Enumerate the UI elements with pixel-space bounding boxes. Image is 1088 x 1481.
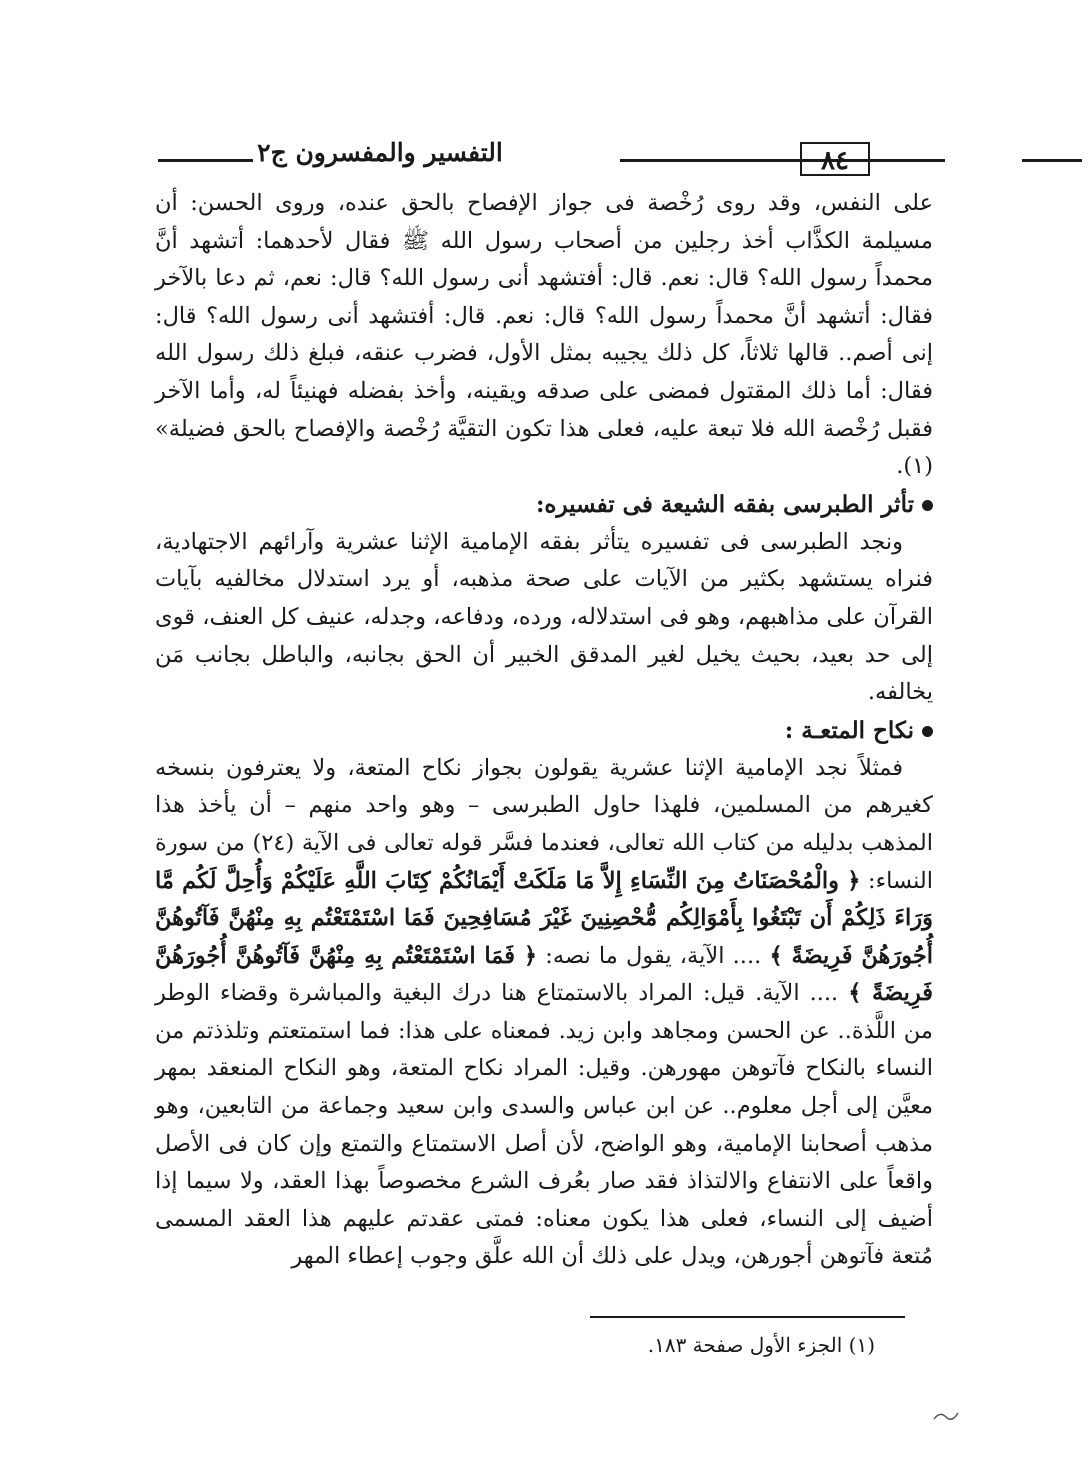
bullet-icon (922, 500, 933, 511)
footnote: (١) الجزء الأول صفحة ١٨٣. (647, 1333, 875, 1357)
paragraph-text: .... الآية. قيل: المراد بالاستمتاع هنا درك البغية والمباشرة وقضاء الوطر من اللَّذة.. عن الحسن ومجاهد وابن زيد. فمعناه على هذا: فما استمتعتم وتلذذتم من النساء بالنكاح فآتوهن مهورهن. وقيل: المراد نكاح المتعة، وهو النكاح المنعقد بمهر معيَّن إلى أجل معلوم.. عن ابن عباس والسدى وابن سعيد وجماعة من التابعين، وهو مذهب أصحابنا الإمامية، وهو الواضح، لأن أصل الاستمتاع والتمتع وإن كان فى الأصل واقعاً على الانتفاع والالتذاذ فقد صار بعُرف الشرع مخصوصاً بهذا العقد، ولا سيما إذا أضيف إلى النساء، فعلى هذا يكون معناه: فمتى عقدتم عليهم هذا العقد المسمى مُتعة فآتوهن أجورهن، ويدل على ذلك أن الله علَّق وجوب إعطاء المهر (155, 980, 934, 1270)
bullet-icon (922, 726, 933, 737)
quran-verse: ﴿ فَمَا اسْتَمْتَعْتُم بِهِ مِنْهُنَّ فَآتُوهُنَّ أُجُورَهُنَّ فَرِيضَةً ﴾ (155, 942, 934, 1007)
section-heading-text: نكاح المتعـة : (784, 716, 914, 744)
paragraph-musaylima-story: على النفس، وقد روى رُخْصة فى جواز الإفصاح بالحق عنده، وروى الحسن: أن مسيلمة الكذَّاب أخذ رجلين من أصحاب رسول الله ﷺ فقال لأحدهما: أتشهد أنَّ محمداً رسول الله؟ قال: نعم. قال: أفتشهد أنى رسول الله؟ قال: نعم، ثم دعا بالآخر فقال: أتشهد أنَّ محمداً رسول الله؟ قال: نعم. قال: أفتشهد أنى رسول الله؟ قال: إنى أصم.. قالها ثلاثاً، كل ذلك يجيبه بمثل الأول، فضرب عنقه، فبلغ ذلك رسول الله فقال: أما ذلك المقتول فمضى على صدقه ويقينه، وأخذ بفضله فهنيئاً له، وأما الآخر فقبل رُخْصة الله فلا تبعة عليه، فعلى هذا تكون التقيَّة رُخْصة والإفصاح بالحق فضيلة» (١). (155, 190, 933, 480)
page-body (155, 185, 933, 1276)
paragraph-mutah (155, 750, 933, 1276)
section-heading-text: تأثر الطبرسى بفقه الشيعة فى تفسيره: (535, 490, 914, 518)
section-heading-tabarsi-fiqh (155, 486, 933, 524)
quran-verse: ﴿ والْمُحْصَنَاتُ مِنَ النِّسَاءِ إِلاَّ مَا مَلَكَتْ أَيْمَانُكُمْ كِتَابَ اللَّهِ عَلَيْكُمْ وَأُحِلَّ لَكُم مَّا وَرَاءَ ذَلِكُمْ أَن تَبْتَغُوا بِأَمْوَالِكُم مُّحْصِنِينَ غَيْرَ مُسَافِحِينَ فَمَا اسْتَمْتَعْتُم بِهِ مِنْهُنَّ فَآتُوهُنَّ أُجُورَهُنَّ فَرِيضَةً ﴾ (155, 867, 933, 969)
scan-smudge-mark (930, 1405, 970, 1425)
footnote-divider (590, 1316, 905, 1318)
book-title: التفسير والمفسرون ج٢ (257, 138, 503, 167)
header-rule-middle (620, 159, 945, 162)
page-header (150, 138, 940, 182)
paragraph-text: فمثلاً نجد الإمامية الإثنا عشرية يقولون بجواز نكاح المتعة، ولا يعترفون بنسخه كغيرهم من المسلمين، فلهذا حاول الطبرسى – وهو واحد منهم – أن يأخذ هذا المذهب بدليله من كتاب الله تعالى، فعندما فسَّر قوله تعالى فى الآية (٢٤) من سورة النساء: (155, 754, 933, 894)
header-rule-right (1022, 159, 1082, 162)
paragraph-tabarsi-fiqh: ونجد الطبرسى فى تفسيره يتأثر بفقه الإمامية الإثنا عشرية وآرائهم الاجتهادية، فنراه يستشهد بكثير من الآيات على صحة مذهبه، أو يرد استدلال مخالفيه بآيات القرآن على مذاهبهم، وهو فى استدلاله، ورده، ودفاعه، وجدله، عنيف كل العنف، قوى إلى حد بعيد، بحيث يخيل لغير المدقق الخبير أن الحق بجانبه، والباطل بجانب مَن يخالفه. (155, 528, 933, 706)
paragraph-text: .... الآية، يقول ما نصه: (545, 942, 762, 969)
page-number: ٨٤ (800, 142, 870, 176)
section-heading-mutah (155, 712, 933, 750)
